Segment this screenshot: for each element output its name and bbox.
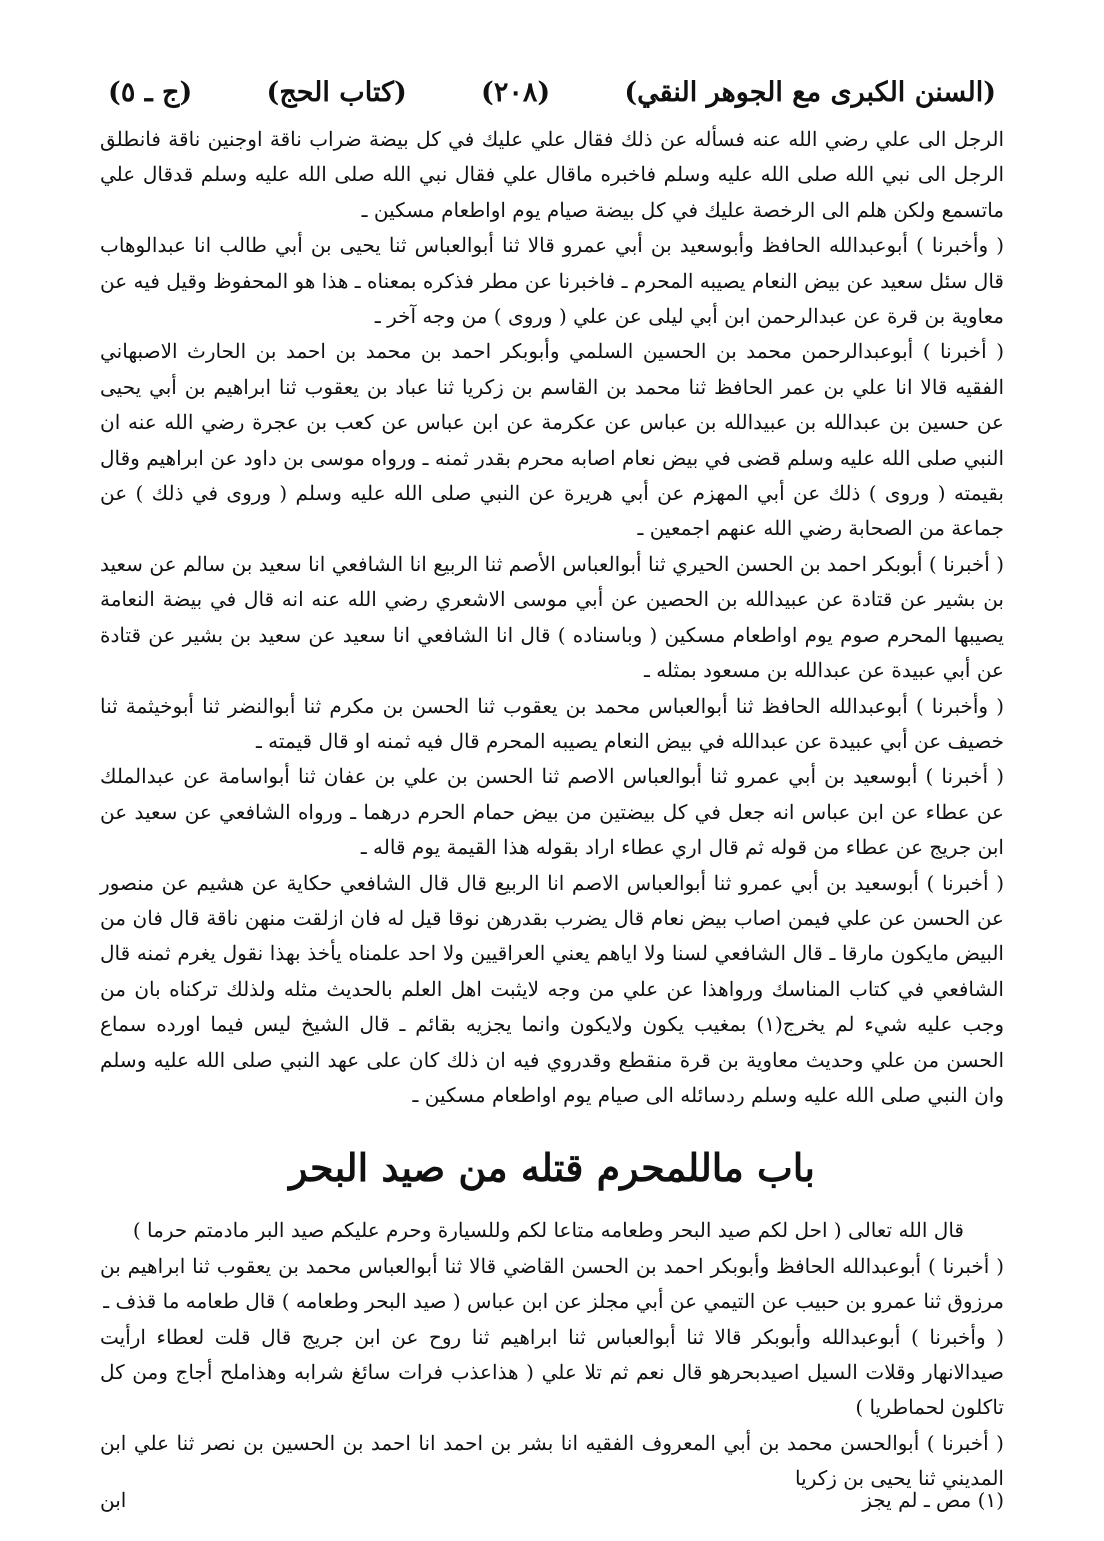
catchword: ابن xyxy=(100,1488,127,1512)
paragraph: ( أخبرنا ) أبوالحسن محمد بن أبي المعروف الفقيه انا بشر بن احمد انا احمد بن الحسين بن نصر ثنا علي ابن المديني ثنا يحيى بن زكريا xyxy=(100,1430,1004,1491)
paragraph: ( أخبرنا ) أبوعبدالرحمن محمد بن الحسين السلمي وأبوبكر احمد بن محمد بن احمد بن الحارث الاصبهاني الفقيه قالا انا علي بن عمر الحافظ ثنا محمد بن القاسم بن زكريا ثنا عباد بن يعقوب ثنا ابراهيم بن أبي يحيى عن حسين بن عبدالله بن عبيدالله بن عباس عن عكرمة عن ابن عباس عن كعب بن عجرة رضي الله عنه ان النبي صلى الله عليه وسلم قضى في بيض نعام اصابه محرم بقدر ثمنه ـ ورواه موسى بن داود عن ابراهيم وقال بقيمته ( وروى ) ذلك عن أبي المهزم عن أبي هريرة عن النبي صلى الله عليه وسلم ( وروى في ذلك ) عن جماعة من الصحابة رضي الله عنهم اجمعين ـ xyxy=(100,339,1004,541)
footer xyxy=(100,1488,1004,1512)
main-text xyxy=(100,122,1004,1113)
paragraph: ( وأخبرنا ) أبوعبدالله الحافظ ثنا أبوالعباس محمد بن يعقوب ثنا الحسن بن مكرم ثنا أبوالنضر ثنا أبوخيثمة ثنا خصيف عن أبي عبيدة عن عبدالله في بيض النعام يصيبه المحرم قال فيه ثمنه او قال قيمته ـ xyxy=(100,693,1004,753)
volume-number: (ج ـ ٥) xyxy=(108,76,193,108)
page-number: (٢٠٨) xyxy=(481,76,551,108)
paragraph: ( وأخبرنا ) أبوعبدالله وأبوبكر قالا ثنا أبوالعباس ثنا ابراهيم ثنا روح عن ابن جريج قال قلت لعطاء ارأيت صيدالانهار وقلات السيل اصيدبحرهو قال نعم ثم تلا علي ( هذاعذب فرات سائغ شرابه وهذاملح أجاج ومن كل تاكلون لحماطريا ) xyxy=(100,1324,1004,1420)
paragraph: ( أخبرنا ) أبوسعيد بن أبي عمرو ثنا أبوالعباس الاصم ثنا الحسن بن علي بن عفان ثنا أبواسامة عن عبدالملك عن عطاء عن ابن عباس انه جعل في كل بيضتين من بيض حمام الحرم درهما ـ ورواه الشافعي عن سعيد عن ابن جريج عن عطاء من قوله ثم قال اري عطاء اراد بقوله هذا القيمة يوم قاله ـ xyxy=(100,764,1004,860)
paragraph: ( وأخبرنا ) أبوعبدالله الحافظ وأبوسعيد بن أبي عمرو قالا ثنا أبوالعباس ثنا يحيى بن أبي طالب انا عبدالوهاب قال سئل سعيد عن بيض النعام يصيبه المحرم ـ فاخبرنا عن مطر فذكره بمعناه ـ هذا هو المحفوظ وقيل فيه عن معاوية بن قرة عن عبدالرحمن ابن أبي ليلى عن علي ( وروى ) من وجه آخر ـ xyxy=(100,233,1004,329)
paragraph: الرجل الى علي رضي الله عنه فسأله عن ذلك فقال علي عليك في كل بيضة ضراب ناقة اوجنين ناقة فانطلق الرجل الى نبي الله صلى الله عليه وسلم فاخبره ماقال علي فقال نبي الله صلى الله عليه وسلم قدقال علي ماتسمع ولكن هلم الى الرخصة عليك في كل بيضة صيام يوم اواطعام مسكين ـ xyxy=(100,127,1004,222)
paragraph: ( أخبرنا ) أبوسعيد بن أبي عمرو ثنا أبوالعباس الاصم انا الربيع قال قال الشافعي حكاية عن هشيم عن منصور عن الحسن عن علي فيمن اصاب بيض نعام قال يضرب بقدرهن نوقا قيل له فان ازلقت منهن ناقة قال فان من البيض مايكون مارقا ـ قال الشافعي لسنا ولا اياهم يعني العراقيين ولا احد علمناه يأخذ بهذا نقول يغرم ثمنه قال الشافعي في كتاب المناسك ورواهذا عن علي من وجه لايثبت اهل العلم بالحديث مثله ولذلك تركناه بان من وجب عليه شيء لم يخرج(١) بمغيب يكون ولايكون وانما يجزيه بقائم ـ قال الشيخ ليس فيما اورده سماع الحسن من علي وحديث معاوية بن قرة منقطع وقدروي فيه ان ذلك كان على عهد النبي صلى الله عليه وسلم وان النبي صلى الله عليه وسلم ردسائله الى صيام يوم اواطعام مسكين ـ xyxy=(100,870,1004,1107)
quran-verse: قال الله تعالى ( احل لكم صيد البحر وطعامه متاعا لكم وللسيارة وحرم عليكم صيد البر مادمتم حرما ) xyxy=(132,1218,964,1243)
footnote: (١) مص ـ لم يجز xyxy=(862,1488,1004,1512)
book-title: (السنن الكبرى مع الجوهر النقي) xyxy=(624,76,996,108)
chapter-name: (كتاب الحج) xyxy=(266,76,407,108)
running-header xyxy=(100,70,1004,114)
paragraph: ( أخبرنا ) أبوعبدالله الحافظ وأبوبكر احمد بن الحسن القاضي قالا ثنا أبوالعباس محمد بن يعقوب ثنا ابراهيم بن مرزوق ثنا عمرو بن حبيب عن التيمي عن أبي مجلز عن ابن عباس ( صيد البحر وطعامه ) قال طعامه ما قذف ـ xyxy=(100,1253,1004,1314)
paragraph: ( أخبرنا ) أبوبكر احمد بن الحسن الحيري ثنا أبوالعباس الأصم ثنا الربيع انا الشافعي انا سعيد بن سالم عن سعيد بن بشير عن قتادة عن عبيدالله بن الحصين عن أبي موسى الاشعري رضي الله عنه انه قال في بيضة النعامة يصيبها المحرم صوم يوم اواطعام مسكين ( وباسناده ) قال انا الشافعي انا سعيد عن سعيد بن بشير عن قتادة عن أبي عبيدة عن عبدالله بن مسعود بمثله ـ xyxy=(100,551,1005,683)
chapter-text xyxy=(100,1213,1004,1496)
chapter-heading: باب ماللمحرم قتله من صيد البحر xyxy=(289,1145,815,1191)
